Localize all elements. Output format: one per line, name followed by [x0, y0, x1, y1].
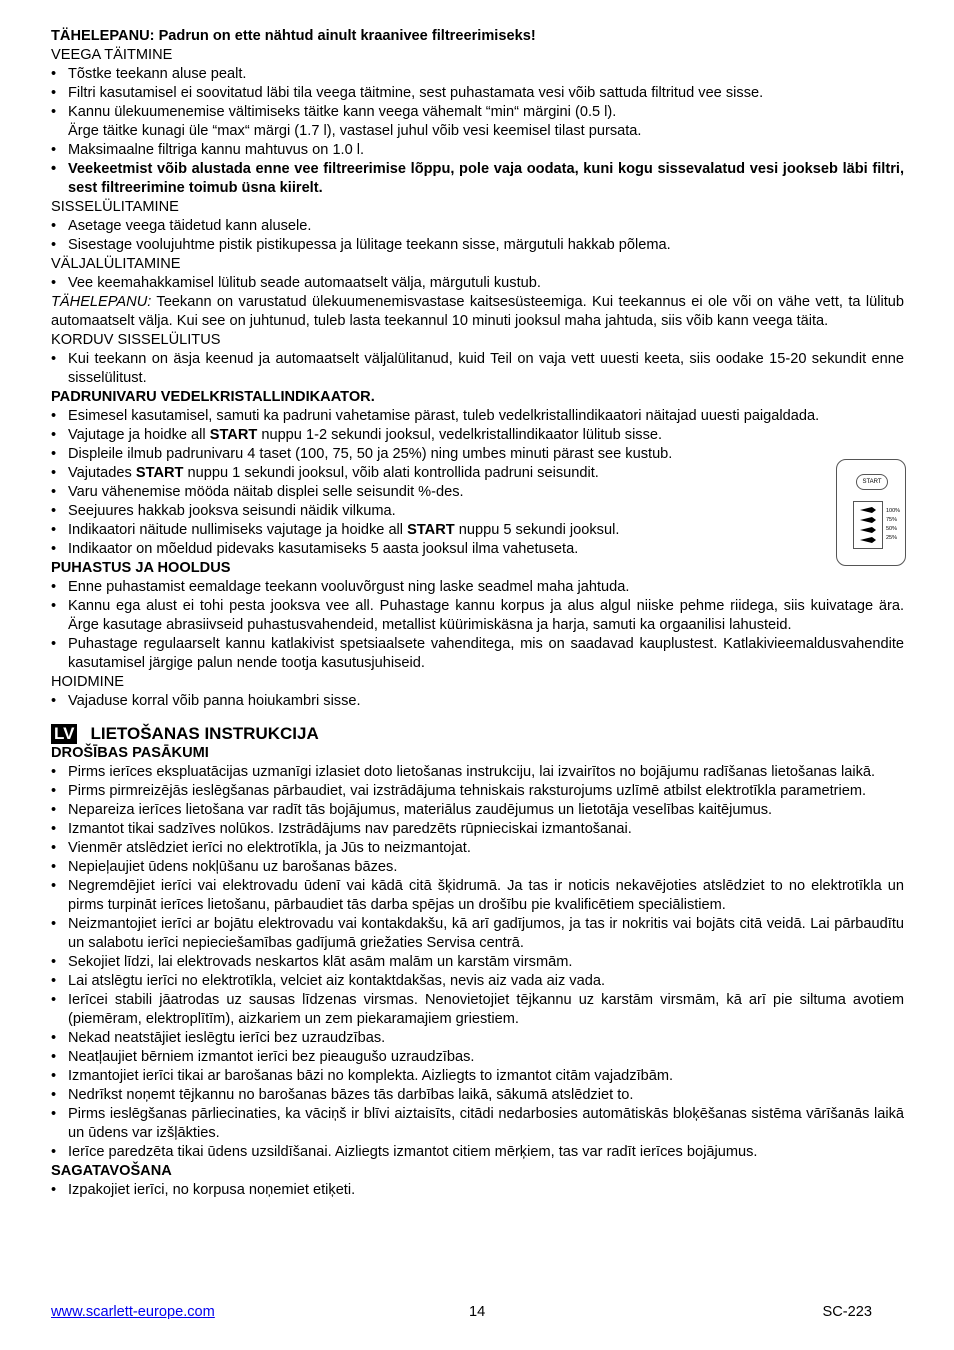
list-item: • Esimesel kasutamisel, samuti ka padruni vahetamise pärast, tuleb vedelkristallindikaatori näitajad uuesti paigaldada. — [51, 407, 904, 426]
section-heading-prep: SAGATAVOŠANA — [51, 1163, 172, 1179]
list-item: • Sisestage voolujuhtme pistik pistikupessa ja lülitage teekann sisse, märgutuli hakkab põlema. — [51, 236, 904, 255]
list-item-bold: • Veekeetmist võib alustada enne vee filtreerimise lõppu, pole vaja oodata, kuni kogu sissevalatud vesi jookseb läbi filtri, sest filtreerimine toimub üsna kiirelt. — [51, 160, 904, 198]
list-item: • Izmantojiet ierīci tikai ar barošanas bāzi no komplekta. Aizliegts to izmantot citām vajadzībām. — [51, 1067, 904, 1086]
text-fragment: Vajutage ja hoidke all — [68, 427, 210, 443]
level-label: 25% — [886, 535, 898, 541]
level-arrows — [858, 506, 878, 546]
list-item: • Kui teekann on äsja keenud ja automaatselt väljalülitanud, kuid Teil on vaja vett uuesti keeta, siis oodake 15-20 sekundit enne sisselülitust. — [51, 350, 904, 388]
list-item: • Pirms ierīces ekspluatācijas uzmanīgi izlasiet doto lietošanas instrukciju, lai izvairītos no bojājumu radīšanas lietošanas laikā. — [51, 763, 904, 782]
text-fragment: Vajutades — [68, 465, 136, 481]
list-item: • Varu vähenemise mööda näitab displei selle seisundit %-des. — [51, 483, 904, 502]
model-number: SC-223 — [822, 1304, 872, 1320]
list-item: • Filtri kasutamisel ei soovitatud läbi tila veega täitmine, sest puhastamata vesi võib sattuda filtritud vee sisse. — [51, 84, 904, 103]
lv-header — [51, 724, 904, 744]
notice-text: Padrun on ette nähtud ainult kraanivee filtreerimiseks! — [154, 28, 536, 44]
text-fragment: nuppu 1-2 sekundi jooksul, vedelkristallindikaator lülitub sisse. — [257, 427, 663, 443]
level-labels — [886, 507, 900, 543]
text-fragment: nuppu 5 sekundi jooksul. — [454, 522, 620, 538]
start-keyword: START — [135, 465, 184, 481]
document-body — [51, 27, 904, 1200]
notice — [51, 27, 904, 46]
section-heading-repeat: KORDUV SISSELÜLITUS — [51, 332, 221, 348]
list-item: • Kannu ega alust ei tohi pesta jooksva vee all. Puhastage kannu korpus ja alus algul niiske pehme riidega, siis kuivatage ära. Ärge kasutage abrasiivseid puhastusvahendeid, metallist küürimiskäsna ja harja, samuti ka orgaanilisi lahusteid. — [51, 597, 904, 635]
lv-title: LIETOŠANAS INSTRUKCIJA — [90, 724, 319, 743]
list-item — [51, 464, 904, 483]
list-item: • Vee keemahakkamisel lülitub seade automaatselt välja, märgutuli kustub. — [51, 274, 904, 293]
level-arrow-50 — [860, 527, 876, 533]
level-label: 50% — [886, 526, 898, 532]
level-arrow-75 — [860, 517, 876, 523]
list-item-continuation: Ärge täitke kunagi üle “max“ märgi (1.7 l), vastasel juhul võib vesi keemisel tilast pursata. — [68, 123, 642, 139]
list-item: • Neatļaujiet bērniem izmantot ierīci bez pieaugušo uzraudzības. — [51, 1048, 904, 1067]
attention-paragraph — [51, 293, 904, 331]
level-arrow-25 — [860, 537, 876, 543]
start-keyword: START — [209, 427, 258, 443]
list-item — [51, 521, 904, 540]
list-item: • Pirms pirmreizējās ieslēgšanas pārbaudiet, vai izstrādājuma tehniskais raksturojums uzlīmē atbilst elektrotīkla parametriem. — [51, 782, 904, 801]
list-item: • Negremdējiet ierīci vai elektrovadu ūdenī vai kādā citā šķidrumā. Ja tas ir noticis nekavējoties atslēdziet to no elektrotīkla un pirms turpināt ierīces lietošanu, pārbaudiet tās darba spējas un drošību pie kvalificētiem speciālistiem. — [51, 877, 904, 915]
list-item: • Ierīce paredzēta tikai ūdens uzsildīšanai. Aizliegts izmantot citiem mērķiem, tas var radīt ierīces bojājumus. — [51, 1143, 904, 1162]
start-keyword: START — [407, 522, 455, 538]
list-item: • Sekojiet līdzi, lai elektrovads neskartos klāt asām malām un karstām virsmām. — [51, 953, 904, 972]
attention-label: TÄHELEPANU: — [51, 294, 152, 310]
section-heading-off: VÄLJALÜLITAMINE — [51, 256, 181, 272]
notice-label: TÄHELEPANU: — [51, 28, 155, 44]
section-heading-cleaning: PUHASTUS JA HOOLDUS — [51, 560, 231, 576]
list-item — [51, 426, 904, 445]
text-fragment: Indikaatori näitude nullimiseks vajutage ja hoidke all — [68, 522, 408, 538]
list-item: • Tõstke teekann aluse pealt. — [51, 65, 904, 84]
list-item: • Seejuures hakkab jooksva seisundi näidik vilkuma. — [51, 502, 904, 521]
safety-list — [51, 763, 904, 1162]
list-item: • Nepareiza ierīces lietošana var radīt tās bojājumus, materiālus zaudējumus un lietotāja veselības kaitējumus. — [51, 801, 904, 820]
level-label: 100% — [886, 508, 901, 514]
list-item: • Nedrīkst noņemt tējkannu no barošanas bāzes tās darbības laikā, sākumā atslēdziet to. — [51, 1086, 904, 1105]
language-badge: LV — [51, 724, 77, 744]
indicator-device-illustration — [836, 459, 906, 566]
list-item: • Maksimaalne filtriga kannu mahtuvus on 1.0 l. — [51, 141, 904, 160]
list-item: • Vajaduse korral võib panna hoiukambri sisse. — [51, 692, 904, 711]
section-heading-safety: DROŠĪBAS PASĀKUMI — [51, 745, 209, 761]
list-item: • Enne puhastamist eemaldage teekann vooluvõrgust ning laske seadmel maha jahtuda. — [51, 578, 904, 597]
website-link[interactable]: www.scarlett-europe.com — [51, 1304, 215, 1320]
page-footer — [51, 1303, 904, 1323]
list-item: • Nepieļaujiet ūdens nokļūšanu uz barošanas bāzes. — [51, 858, 904, 877]
list-item: • Neizmantojiet ierīci ar bojātu elektrovadu vai kontakdakšu, kā arī gadījumos, ja tas ir nokritis vai bojāts citā veidā. Lai pārbaudītu un salabotu ierīci nepieciešamības gadījumā griežaties Servisa centrā. — [51, 915, 904, 953]
level-arrow-100 — [860, 507, 876, 513]
list-item: • Izmantot tikai sadzīves nolūkos. Izstrādājums nav paredzēts rūpnieciskai izmantošanai. — [51, 820, 904, 839]
list-item: • Lai atslēgtu ierīci no elektrotīkla, velciet aiz kontaktdakšas, nevis aiz vada aiz vada. — [51, 972, 904, 991]
section-heading-storage: HOIDMINE — [51, 674, 124, 690]
list-item: • Pirms ieslēgšanas pārliecinaties, ka vāciņš ir blīvi aiztaisīts, citādi nedarbosies automātiskās bloķēšanas sistēma vārīšanās laikā un ūdens var izšļākties. — [51, 1105, 904, 1143]
section-heading-indicator: PADRUNIVARU VEDELKRISTALLINDIKAATOR. — [51, 389, 375, 405]
list-item: • Puhastage regulaarselt kannu katlakivist spetsiaalsete vahenditega, mis on saadavad kauplustest. Katlakivieemaldusvahendite kasutamisel järgige palun nende tootja kasutusjuhiseid. — [51, 635, 904, 673]
level-label: 75% — [886, 517, 898, 523]
list-item: • Ierīcei stabili jāatrodas uz sausas līdzenas virsmas. Nenovietojiet tējkannu uz karstām virsmām, kā arī pie siltuma avotiem (piemēram, elektroplītīm), aizkariem un zem piekaramajiem griestiem. — [51, 991, 904, 1029]
page-number: 14 — [469, 1304, 486, 1320]
section-heading-filling: VEEGA TÄITMINE — [51, 47, 173, 63]
section-heading-on: SISSELÜLITAMINE — [51, 199, 179, 215]
list-item: • Vienmēr atslēdziet ierīci no elektrotīkla, ja Jūs to neizmantojat. — [51, 839, 904, 858]
list-item: • Kannu ülekuumenemise vältimiseks täitke kann veega vähemalt “min“ märgini (0.5 l). — [51, 103, 904, 122]
start-button-drawing: START — [856, 474, 888, 490]
list-item: • Nekad neatstājiet ieslēgtu ierīci bez uzraudzības. — [51, 1029, 904, 1048]
list-item: • Displeile ilmub padrunivaru 4 taset (100, 75, 50 ja 25%) ning umbes minuti pärast see kustub. — [51, 445, 904, 464]
list-item: • Asetage veega täidetud kann alusele. — [51, 217, 904, 236]
attention-text: Teekann on varustatud ülekuumenemisvastase kaitsesüsteemiga. Kui teekannus ei ole või on vähe vett, ta lülitub automaatselt välja. Kui see on juhtunud, tuleb lasta teekannul 10 minuti jooksul maha jahtuda, siis võib kann veega täita. — [51, 294, 904, 329]
text-fragment: nuppu 1 sekundi jooksul, võib alati kontrollida padruni seisundit. — [183, 465, 599, 481]
list-item: • Indikaator on mõeldud pidevaks kasutamiseks 5 aasta jooksul ilma vahetuseta. — [51, 540, 904, 559]
list-item: • Izpakojiet ierīci, no korpusa noņemiet etiķeti. — [51, 1181, 904, 1200]
lcd-screen — [853, 501, 883, 549]
